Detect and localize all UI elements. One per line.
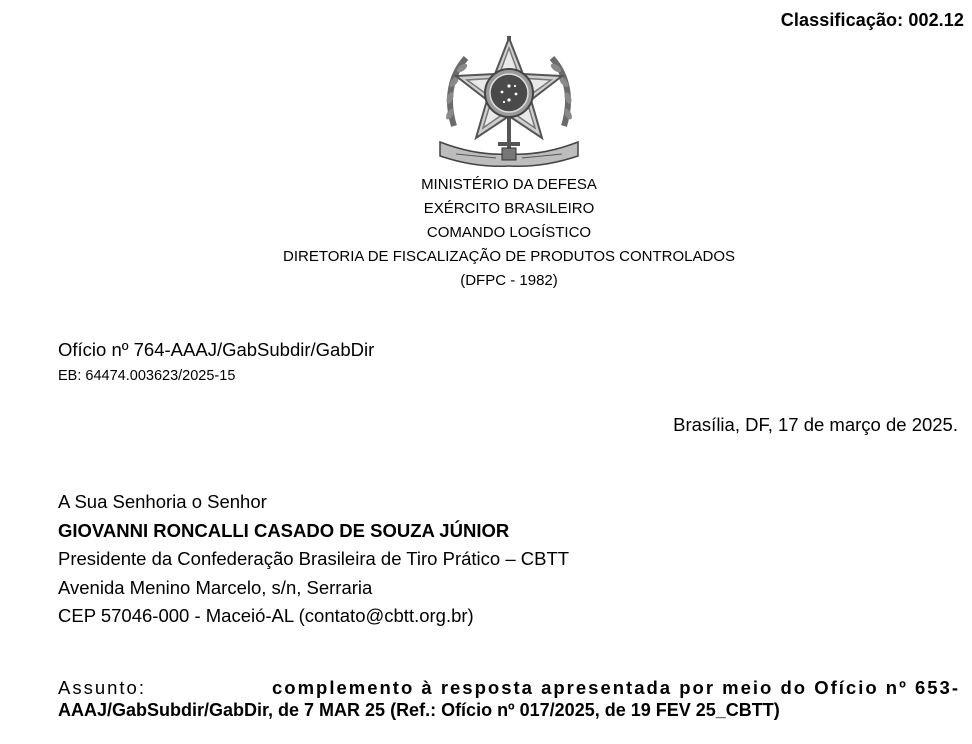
addressee-salutation: A Sua Senhoria o Senhor xyxy=(58,491,267,512)
addressee-block xyxy=(58,488,569,631)
subject-block xyxy=(58,677,960,721)
subject-line-1 xyxy=(58,677,960,699)
command-line: COMANDO LOGÍSTICO xyxy=(426,224,592,241)
army-line: EXÉRCITO BRASILEIRO xyxy=(423,200,595,217)
date-line: Brasília, DF, 17 de março de 2025. xyxy=(673,414,958,435)
institution-header xyxy=(0,173,972,293)
classification-label: Classificação: 002.12 xyxy=(780,10,964,30)
ministry-line: MINISTÉRIO DA DEFESA xyxy=(421,176,597,193)
subject-label: Assunto: xyxy=(58,677,146,698)
addressee-role: Presidente da Confederação Brasileira de Tiro Prático – CBTT xyxy=(58,548,570,569)
office-number: Ofício nº 764-AAAJ/GabSubdir/GabDir xyxy=(58,339,375,360)
addressee-name: GIOVANNI RONCALLI CASADO DE SOUZA JÚNIOR xyxy=(58,519,510,541)
subject-line-2: AAAJ/GabSubdir/GabDir, de 7 MAR 25 (Ref.: Ofício nº 017/2025, de 19 FEV 25_CBTT) xyxy=(58,700,780,720)
directorate-line: DIRETORIA DE FISCALIZAÇÃO DE PRODUTOS CONTROLADOS xyxy=(282,248,736,265)
eb-protocol-number: EB: 64474.003623/2025-15 xyxy=(58,368,236,384)
addressee-city: CEP 57046-000 - Maceió-AL (contato@cbtt.org.br) xyxy=(58,605,474,626)
subject-text-1: complemento à resposta apresentada por meio do Ofício nº 653- xyxy=(271,677,960,698)
brazil-coat-of-arms-icon xyxy=(436,30,582,170)
acronym-line: (DFPC - 1982) xyxy=(460,272,558,289)
addressee-street: Avenida Menino Marcelo, s/n, Serraria xyxy=(58,576,373,598)
